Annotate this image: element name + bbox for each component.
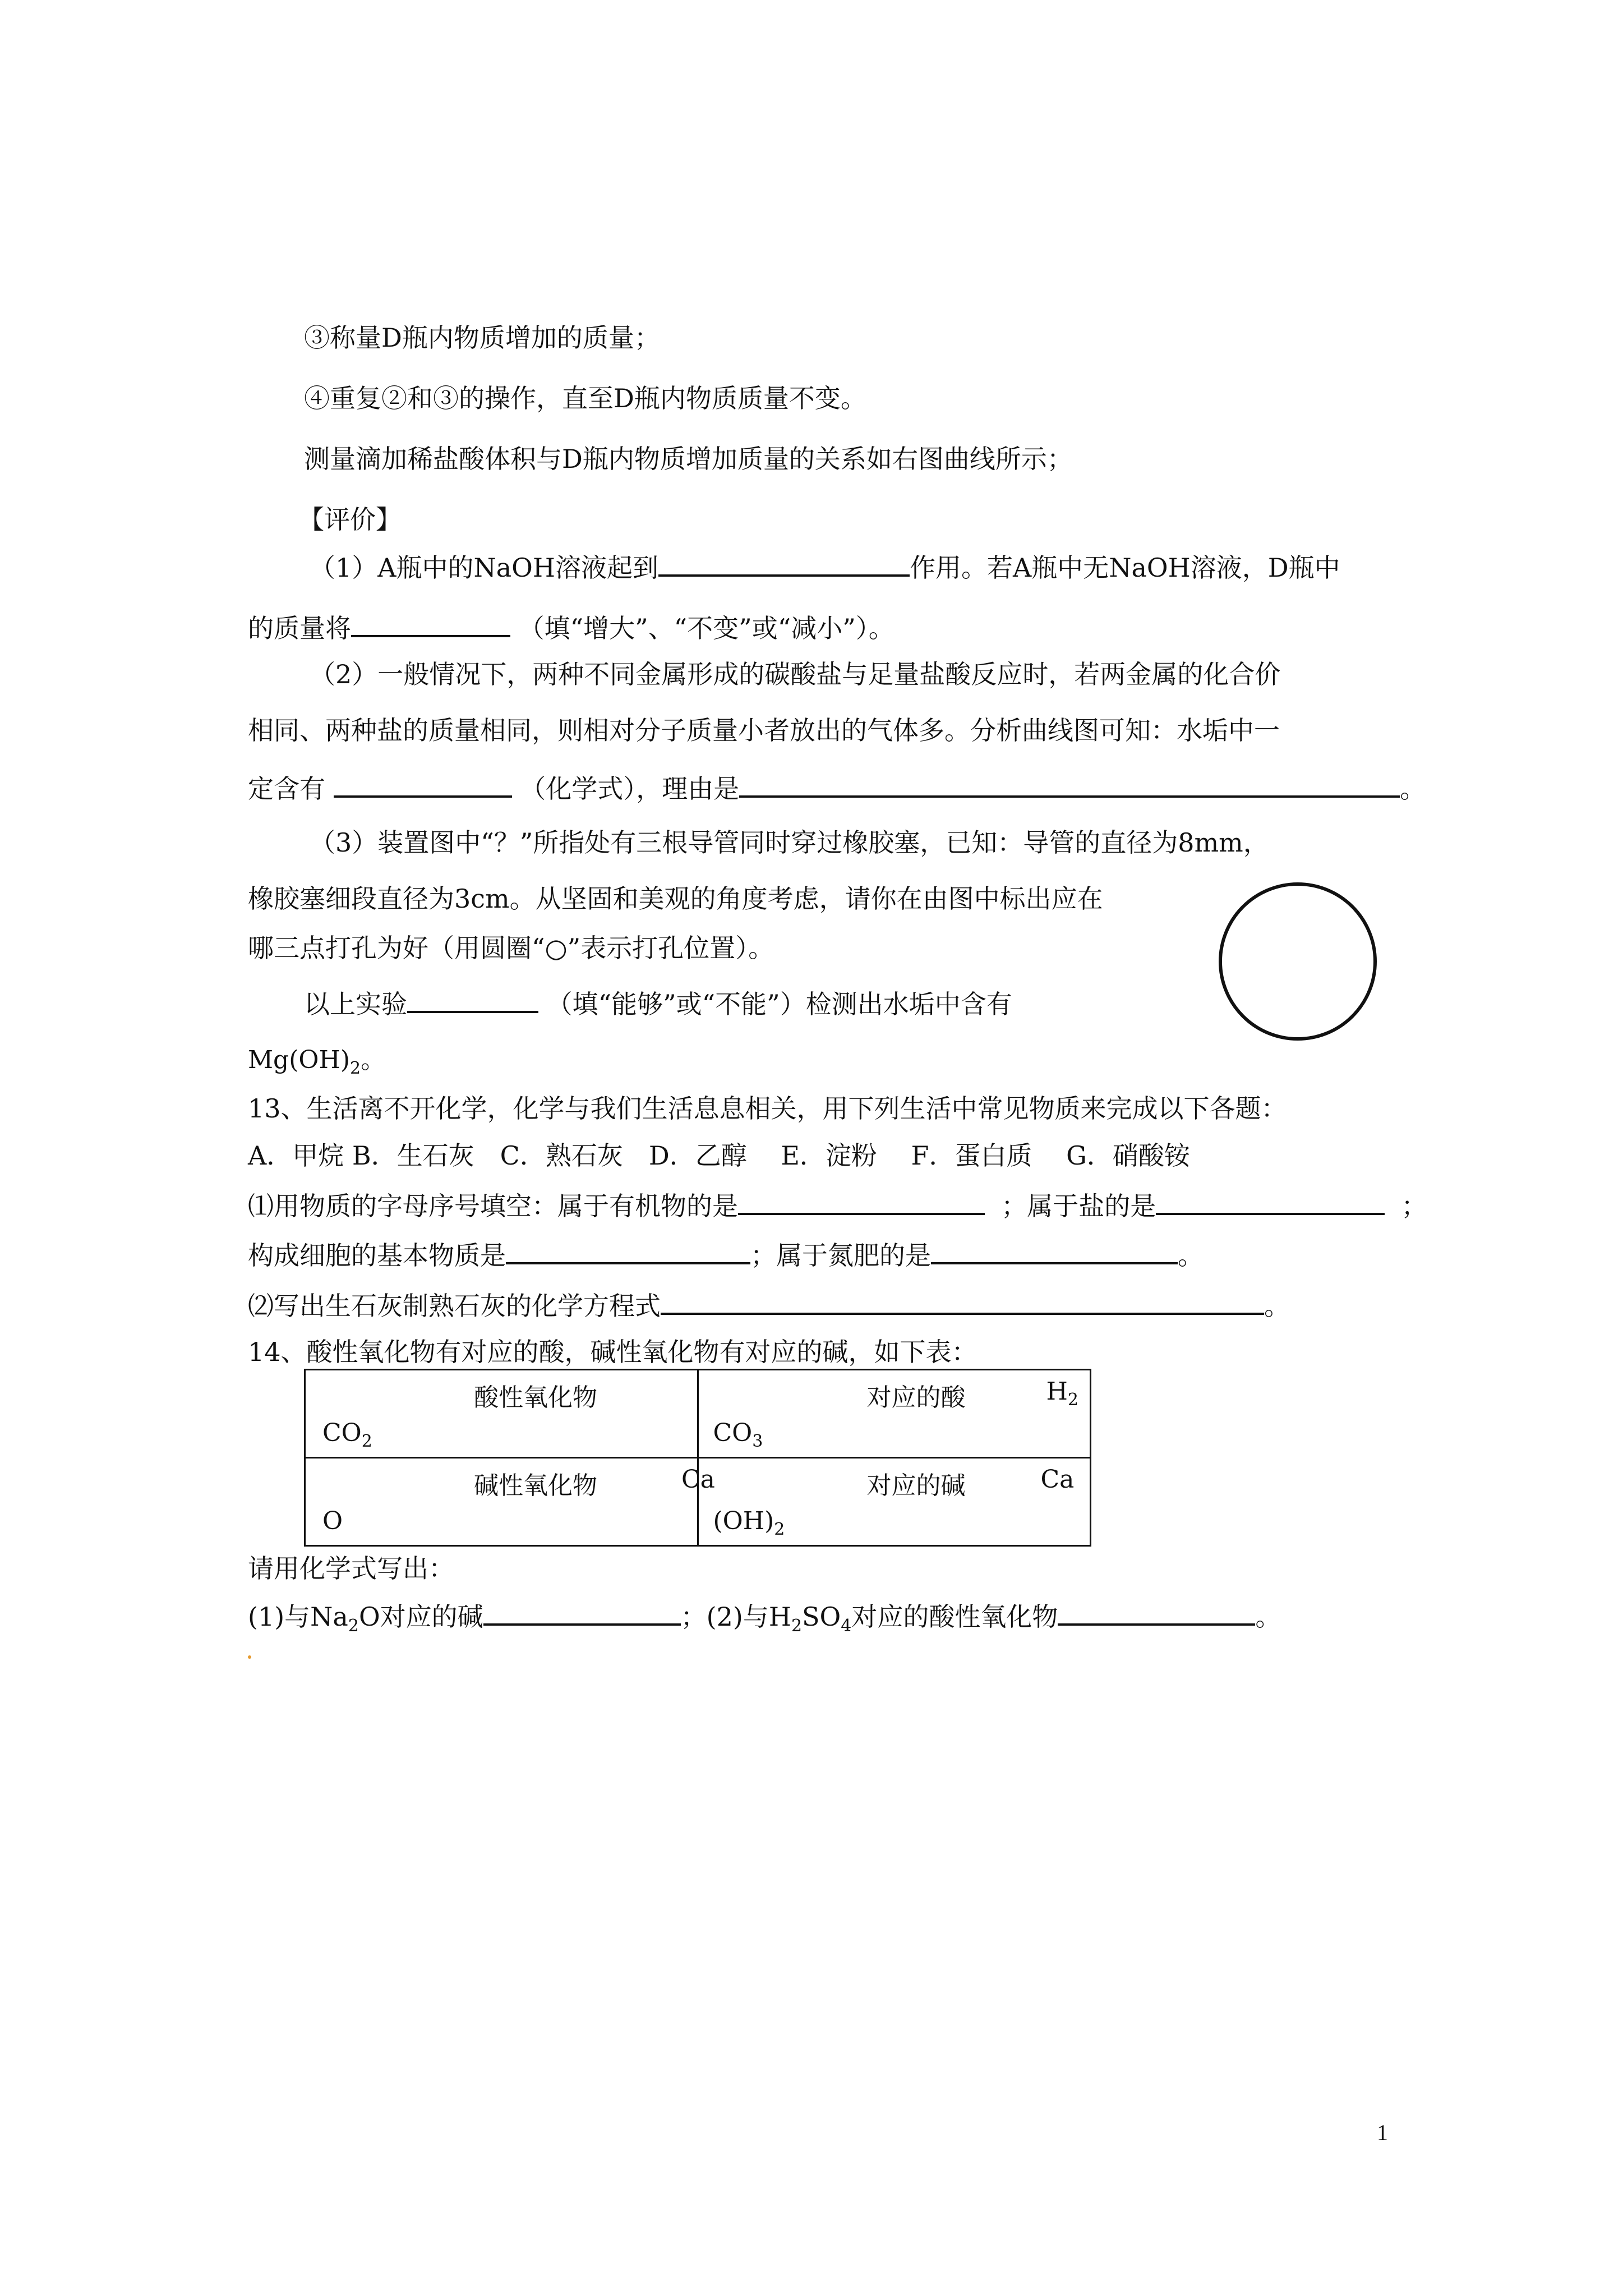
acidic-oxide-value: $CO_2$ bbox=[322, 1419, 372, 1451]
basic-oxide-value: O bbox=[322, 1507, 343, 1535]
question-4-line-b: $Mg(OH)_2$。 bbox=[248, 1046, 386, 1078]
basic-oxide-header: 碱性氧化物 bbox=[474, 1471, 597, 1500]
answer-blank-salt[interactable] bbox=[1156, 1188, 1385, 1215]
question-1-line-b: 的质量将 （填“增大”、“不变”或“减小”）。 bbox=[248, 610, 895, 645]
corresponding-acid-header: 对应的酸 bbox=[866, 1383, 966, 1412]
answer-blank-cell[interactable] bbox=[506, 1237, 750, 1264]
table-row bbox=[305, 1458, 1091, 1546]
answer-blank-equation[interactable] bbox=[661, 1288, 1264, 1315]
question-14-title: 14、酸性氧化物有对应的酸，碱性氧化物有对应的碱，如下表： bbox=[248, 1337, 978, 1367]
basic-oxide-ca-fragment: Ca bbox=[681, 1465, 715, 1494]
question-3-line-c: 哪三点打孔为好（用圆圈“○”表示打孔位置）。 bbox=[248, 933, 774, 963]
answer-blank-can-detect[interactable] bbox=[407, 986, 538, 1013]
table-cell bbox=[305, 1370, 698, 1458]
table-cell bbox=[305, 1458, 715, 1546]
step-3-text: ③称量D瓶内物质增加的质量； bbox=[304, 323, 660, 353]
question-1-line-a: （1）A瓶中的NaOH溶液起到 作用。若A瓶中无NaOH溶液，D瓶中 bbox=[310, 550, 1340, 585]
answer-blank-base[interactable] bbox=[483, 1599, 681, 1626]
acid-h-fragment: $H_2$ bbox=[1046, 1377, 1078, 1410]
answer-blank-organic[interactable] bbox=[738, 1188, 985, 1215]
base-ca-fragment: Ca bbox=[1040, 1465, 1075, 1494]
acidic-oxide-header: 酸性氧化物 bbox=[474, 1383, 597, 1412]
question-2-line-c: 定含有 （化学式），理由是 。 bbox=[248, 771, 1426, 806]
base-value: $(OH)_2$ bbox=[713, 1507, 785, 1539]
question-13-part-1: ⑴用物质的字母序号填空：属于有机物的是 ；属于盐的是 ； bbox=[248, 1188, 1427, 1223]
evaluation-heading: 【评价】 bbox=[298, 504, 402, 535]
question-13-part-2: 构成细胞的基本物质是 ；属于氮肥的是 。 bbox=[248, 1237, 1204, 1272]
stray-dot bbox=[248, 1655, 251, 1659]
measurement-text: 测量滴加稀盐酸体积与D瓶内物质增加质量的关系如右图曲线所示； bbox=[304, 444, 1073, 474]
step-4-text: ④重复②和③的操作，直至D瓶内物质质量不变。 bbox=[304, 383, 866, 413]
answer-blank-mass[interactable] bbox=[351, 610, 510, 637]
question-13-options: A．甲烷 B．生石灰 C．熟石灰 D．乙醇 E．淀粉 F．蛋白质 G．硝酸铵 bbox=[248, 1140, 1190, 1171]
question-2-line-a: （2）一般情况下，两种不同金属形成的碳酸盐与足量盐酸反应时，若两金属的化合价 bbox=[310, 659, 1281, 689]
corresponding-base-header: 对应的碱 bbox=[866, 1471, 966, 1500]
answer-blank-acidic-oxide[interactable] bbox=[1058, 1599, 1255, 1626]
question-3-line-a: （3）装置图中“？”所指处有三根导管同时穿过橡胶塞，已知：导管的直径为8mm， bbox=[310, 827, 1269, 858]
question-14-ask: 请用化学式写出： bbox=[248, 1553, 454, 1584]
answer-blank-reason[interactable] bbox=[739, 771, 1400, 798]
table-cell bbox=[698, 1370, 1091, 1458]
question-2-line-b: 相同、两种盐的质量相同，则相对分子质量小者放出的气体多。分析曲线图可知：水垢中一 bbox=[248, 715, 1280, 746]
question-4-line-a: 以上实验 （填“能够”或“不能”）检测出水垢中含有 bbox=[304, 986, 1012, 1021]
answer-blank-nitrogen[interactable] bbox=[931, 1237, 1178, 1264]
acid-value: $CO_3$ bbox=[713, 1419, 763, 1451]
question-13-part-3: ⑵写出生石灰制熟石灰的化学方程式 。 bbox=[248, 1288, 1290, 1323]
table-cell bbox=[698, 1458, 1091, 1546]
oxide-table bbox=[304, 1369, 1091, 1547]
page-number: 1 bbox=[1377, 2120, 1388, 2145]
answer-blank-role[interactable] bbox=[658, 550, 910, 577]
question-13-title: 13、生活离不开化学，化学与我们生活息息相关，用下列生活中常见物质来完成以下各题： bbox=[248, 1093, 1287, 1124]
question-14-answers: (1)与$Na_2O$对应的碱 ；(2)与$H_2SO_4$对应的酸性氧化物 。 bbox=[248, 1599, 1281, 1634]
rubber-stopper-circle[interactable] bbox=[1219, 882, 1377, 1041]
question-3-line-b: 橡胶塞细段直径为3cm。从坚固和美观的角度考虑，请你在由图中标出应在 bbox=[248, 884, 1103, 914]
table-row bbox=[305, 1370, 1091, 1458]
answer-blank-formula[interactable] bbox=[334, 771, 512, 798]
